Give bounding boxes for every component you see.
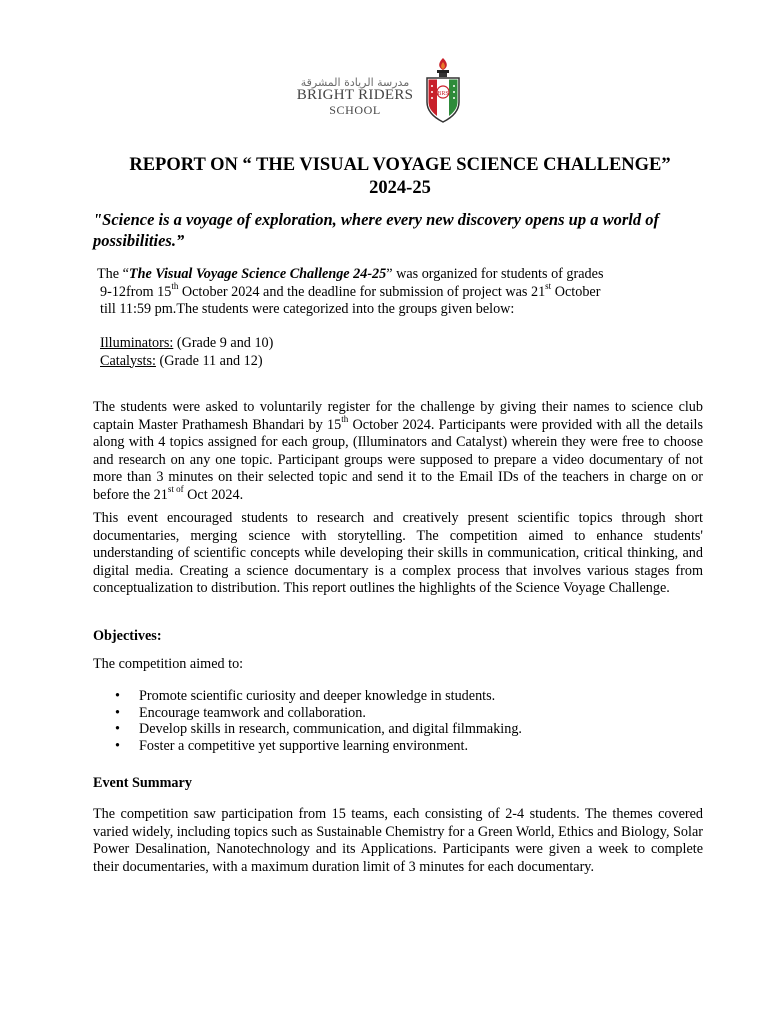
report-title-line2: 2024-25	[369, 178, 431, 198]
group-item	[100, 335, 500, 353]
superscript: st	[545, 280, 552, 291]
intro-paragraph	[97, 266, 717, 319]
group-name: Catalysts:	[100, 352, 156, 369]
intro-text: 9-12from 15	[100, 283, 172, 300]
report-title	[70, 154, 730, 200]
paragraph-text: The students were asked to voluntarily register for the challenge by giving their names to science club captain Master Prathamesh Bhandari by 15	[93, 399, 703, 433]
event-summary-heading: Event Summary	[93, 775, 192, 791]
event-description-paragraph: This event encouraged students to research and creatively present scientific topics through short documentaries, merging science with storytelling. The competition aimed to enhance students' understanding of scientific concepts while developing their skills in communication, critical thinking, and digital media. Creating a science documentary is a complex process that involves various stages from conceptualization to distribution. This report outlines the highlights of the Science Voyage Challenge.	[93, 510, 703, 597]
objectives-intro: The competition aimed to:	[93, 656, 244, 672]
objective-item: • Foster a competitive yet supportive learning environment.	[139, 738, 739, 755]
objective-item: • Encourage teamwork and collaboration.	[139, 705, 739, 722]
objectives-heading: Objectives:	[93, 628, 162, 644]
intro-text: ” was organized for students of grades	[386, 266, 604, 282]
school-crest-icon	[423, 56, 463, 124]
superscript: th	[171, 280, 179, 291]
opening-quote: "Science is a voyage of exploration, where every new discovery opens up a world of possibilities.”	[93, 210, 659, 250]
objective-item: • Develop skills in research, communication, and digital filmmaking.	[139, 721, 739, 738]
group-name: Illuminators:	[100, 335, 174, 351]
intro-text: The “	[97, 266, 129, 282]
challenge-name: The Visual Voyage Science Challenge 24-25	[128, 266, 387, 282]
registration-paragraph	[93, 399, 703, 505]
intro-text: October	[551, 283, 601, 300]
intro-text: till 11:59 pm.The students were categorized into the groups given below:	[100, 301, 515, 318]
report-title-line1: REPORT ON “ THE VISUAL VOYAGE SCIENCE CHALLENGE”	[129, 155, 671, 175]
objective-item: • Promote scientific curiosity and deeper knowledge in students.	[139, 688, 739, 705]
crest-letters: BRS	[437, 91, 449, 97]
group-grades: (Grade 9 and 10)	[173, 335, 274, 351]
objectives-list	[93, 688, 739, 754]
paragraph-text: Oct 2024.	[183, 486, 244, 503]
intro-text: October 2024 and the deadline for submission of project was 21	[178, 283, 546, 300]
school-logo	[287, 56, 467, 124]
superscript: th	[341, 413, 349, 424]
event-summary-paragraph: The competition saw participation from 15 teams, each consisting of 2-4 students. The themes covered varied widely, including topics such as Sustainable Chemistry for a Green World, Ethics and Biology, Solar Power Desalination, Nanotechnology and its Applications. Participants were given a week to complete their documentaries, with a maximum duration limit of 3 minutes for each documentary.	[93, 806, 703, 875]
superscript: st of	[167, 484, 184, 495]
paragraph-text: October 2024. Participants were provided with all the details along with 4 topics assigned for each group, (Illuminators and Catalyst) wherein they were free to choose and research on any one topic. Participant groups were supposed to prepare a video documentary of not more than 3 minutes on their selected topic and send it to the Email IDs of the teachers in charge on or before the 21	[93, 416, 703, 503]
logo-name-line1: BRIGHT RIDERS	[296, 87, 414, 103]
logo-name-line2: SCHOOL	[329, 103, 381, 117]
groups-list	[100, 335, 500, 370]
group-item	[100, 353, 500, 371]
logo-arabic-name: مدرسة الريادة المشرقة	[300, 76, 410, 89]
group-grades: (Grade 11 and 12)	[155, 352, 263, 369]
